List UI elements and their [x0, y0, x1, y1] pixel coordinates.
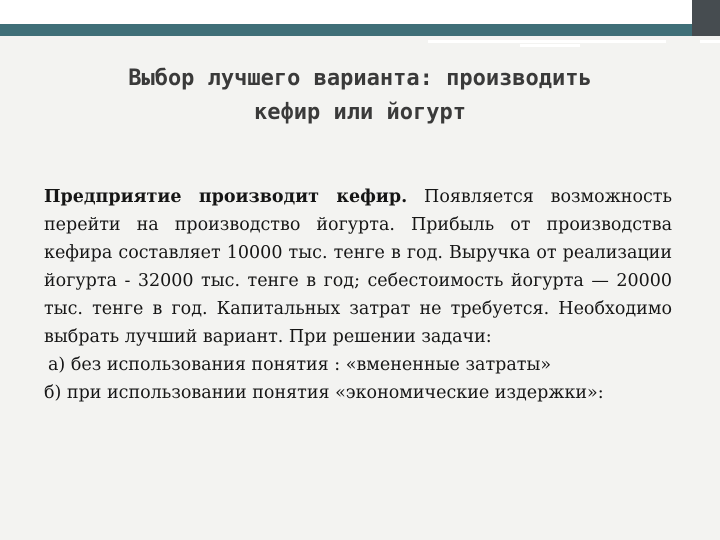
- header-band: [0, 0, 720, 24]
- slide-title-line-1: Выбор лучшего варианта: производить: [128, 66, 592, 91]
- task-item-a: а) без использования понятия : «вмененные затраты»: [48, 355, 552, 375]
- header-accent-line-short: [520, 44, 580, 47]
- task-item-b: б) при использовании понятия «экономические издержки»:: [44, 383, 604, 403]
- header-accent-line: [428, 40, 666, 43]
- slide-title: [60, 62, 660, 130]
- header-teal-stripe: [0, 24, 692, 36]
- task-paragraph: [44, 183, 672, 351]
- header-corner-block: [692, 0, 720, 36]
- task-bold-lead: Предприятие производит кефир.: [44, 187, 408, 207]
- slide-body: [44, 183, 672, 407]
- slide-title-line-2: кефир или йогурт: [254, 100, 466, 125]
- header-accent-line-corner: [700, 40, 720, 43]
- task-text: Появляется возможность перейти на производство йогурта. Прибыль от производства кефира составляет 10000 тыс. тенге в год. Выручка от реализации йогурта - 32000 тыс. тенге в год; себестоимость йогурта — 20000 тыс. тенге в год. Капитальных затрат не требуется. Необходимо выбрать лучший вариант. При решении задачи:: [44, 187, 672, 347]
